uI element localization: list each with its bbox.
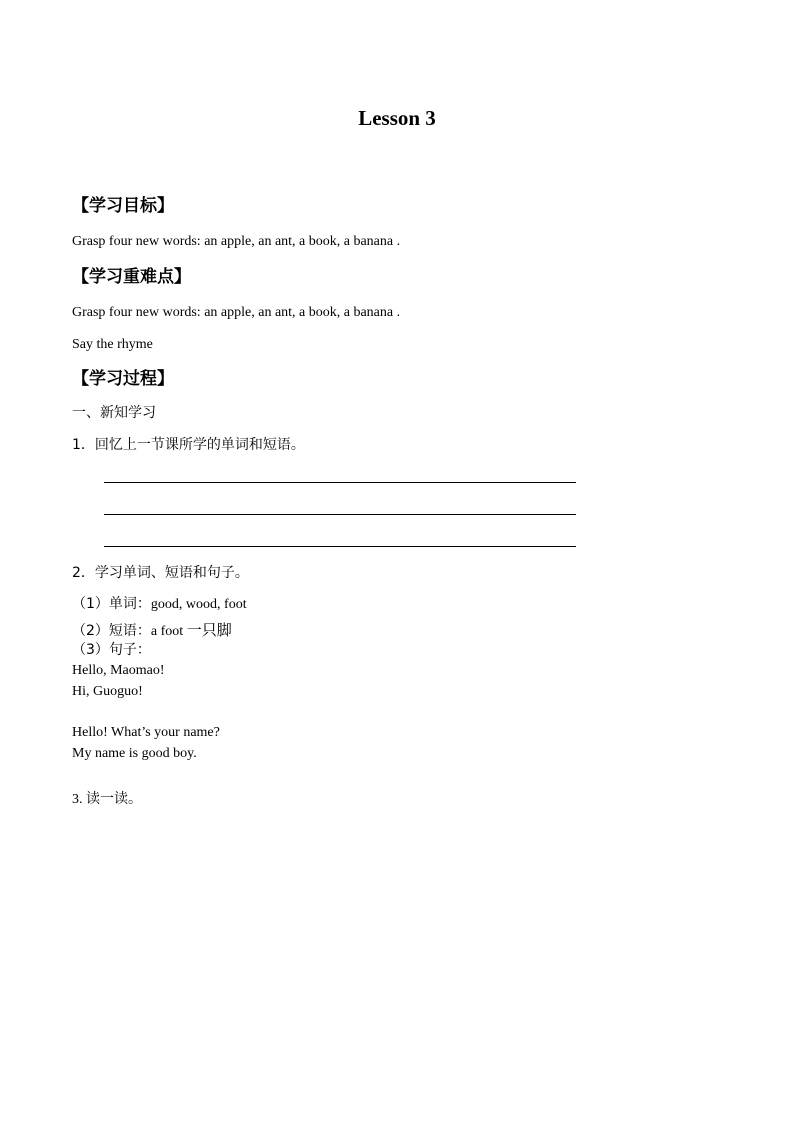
item2-sub1 (72, 593, 247, 613)
objectives-heading: 【学习目标】 (72, 196, 174, 216)
page-title: Lesson 3 (358, 106, 436, 130)
item1-text: 回忆上一节课所学的单词和短语。 (94, 437, 305, 453)
item1-number: 1． (72, 437, 95, 453)
answer-line-1 (104, 482, 576, 483)
objectives-text: Grasp four new words: an apple, an ant, a book, a banana . (72, 234, 401, 249)
item2-number: 2． (72, 565, 95, 581)
item3-text: 读一读。 (86, 791, 142, 807)
item2-sub3: （3）句子： (72, 642, 151, 658)
sub2-value-cn: 一只脚 (186, 621, 232, 639)
item2-sub2 (72, 619, 232, 640)
dialogue-line-3: Hello! What’s your name? (72, 725, 220, 740)
item2 (72, 562, 249, 582)
answer-line-2 (104, 514, 576, 515)
key-points-heading: 【学习重难点】 (72, 267, 191, 287)
sub1-label: （1）单词： (72, 596, 151, 612)
key-points-text: Grasp four new words: an apple, an ant, a book, a banana . (72, 305, 401, 320)
process-heading: 【学习过程】 (72, 369, 174, 389)
answer-line-3 (104, 546, 576, 547)
item3-number: 3. (72, 792, 86, 807)
item3 (72, 788, 142, 808)
dialogue-line-1: Hello, Maomao! (72, 663, 165, 678)
sub2-value-en: a foot (150, 624, 187, 639)
sub2-label: （2）短语： (72, 623, 151, 639)
part1-title: 一、新知学习 (72, 405, 156, 421)
dialogue-line-4: My name is good boy. (72, 746, 197, 761)
sub1-value: good, wood, foot (150, 597, 247, 612)
item2-text: 学习单词、短语和句子。 (94, 565, 249, 581)
key-points-rhyme: Say the rhyme (72, 337, 153, 352)
item1 (72, 434, 305, 454)
dialogue-line-2: Hi, Guoguo! (72, 684, 143, 699)
